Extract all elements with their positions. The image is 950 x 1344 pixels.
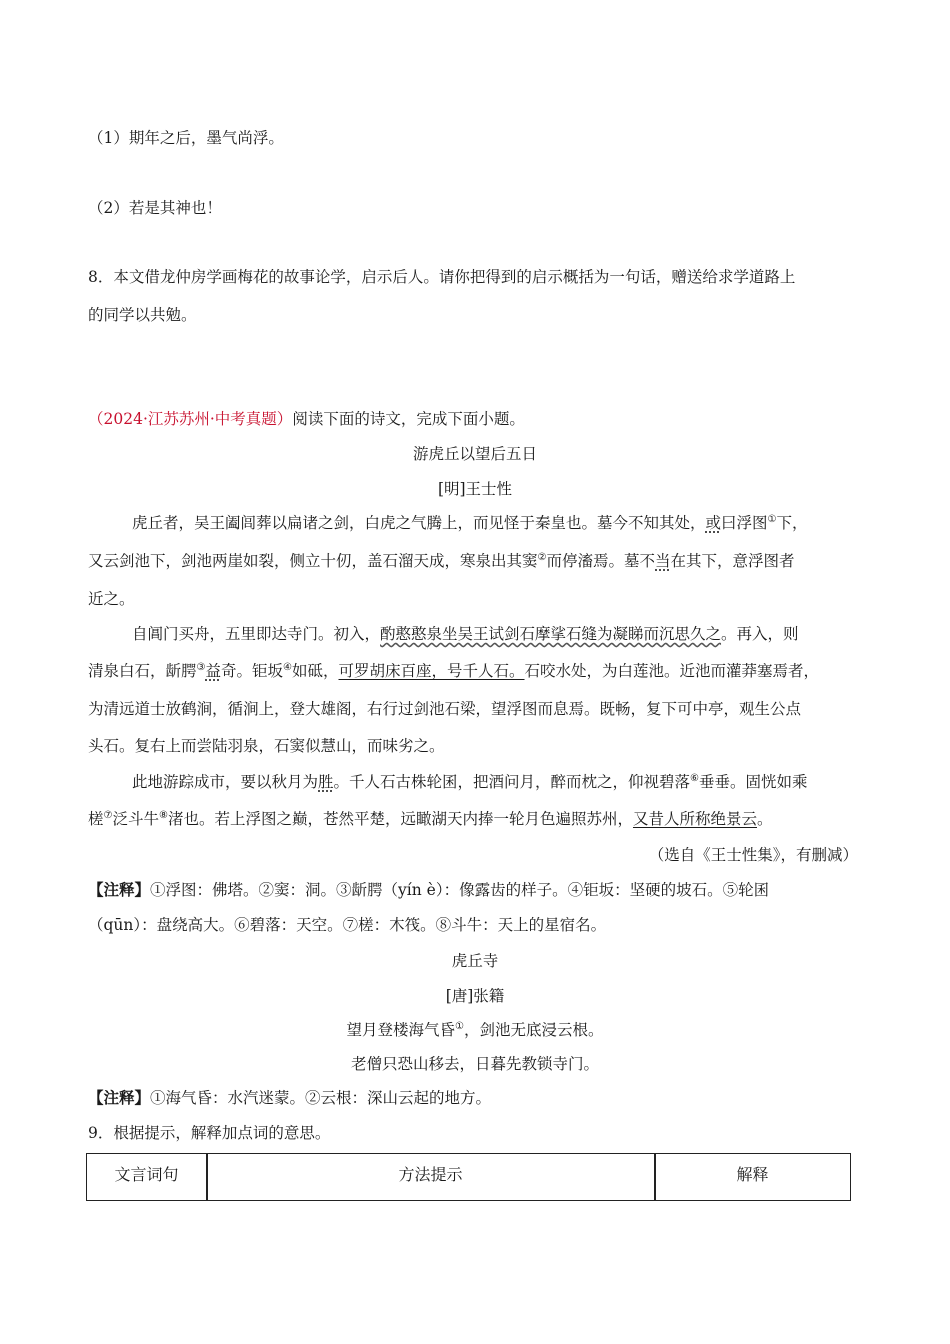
q9-prompt: 9．根据提示，解释加点词的意思。	[88, 1124, 331, 1142]
q8-line-1: 8．本文借龙仲房学画梅花的故事论学，启示后人。请你把得到的启示概括为一句话，赠送给求学道路上	[88, 268, 796, 286]
text1-line-7: 头石。复右上而尝陆羽泉，石窦似慧山，而味劣之。	[88, 737, 445, 755]
poem1-author: [明]王士性	[437, 480, 513, 498]
poem2-title: 虎丘寺	[451, 952, 499, 970]
q8-line-2: 的同学以共勉。	[88, 306, 197, 324]
dotted-word-yi: 益	[205, 662, 221, 680]
poem2-author: [唐]张籍	[445, 987, 505, 1005]
table-header-explanation: 解释	[736, 1165, 769, 1184]
dotted-word-dang: 当	[655, 552, 671, 570]
text1-line-4: 自阊门买舟，五里即达寺门。初入，酌憨憨泉坐吴王试剑石摩挲石缝为凝睇而沉思久之。再入，则	[132, 625, 799, 643]
table-header-method: 方法提示	[398, 1165, 463, 1184]
text1-line-2: 又云剑池下，剑池两崖如裂，侧立十仞，盖石溜天成，寒泉出其窦②而停滀焉。墓不当在其下，意浮图者	[88, 551, 795, 570]
question-source: （2024·江苏苏州·中考真题）	[88, 410, 293, 428]
text1-line-8: 此地游踪成市，要以秋月为胜。千人石古株轮囷，把酒问月，醉而枕之，仰视碧落⑥垂垂。固恍如乘	[132, 772, 808, 791]
poem1-title: 游虎丘以望后五日	[412, 445, 537, 463]
poem2-line-2: 老僧只恐山移去，日暮先教锁寺门。	[350, 1055, 599, 1073]
text1-notes-2: （qūn）：盘绕高大。⑥碧落：天空。⑦槎：木筏。⑧斗牛：天上的星宿名。	[88, 916, 607, 934]
text1-line-3: 近之。	[88, 590, 135, 608]
text1-line-5: 清泉白石，龂腭③益奇。钜坂④如砥，可罗胡床百座，号千人石。石咬水处，为白莲池。近池而灌莽塞焉者，	[88, 661, 820, 680]
poem2-line-1: 望月登楼海气昏①，剑池无底浸云根。	[346, 1020, 604, 1039]
intro-text: 阅读下面的诗文，完成下面小题。	[292, 410, 525, 428]
text1-notes-1: 【注释】①浮图：佛塔。②窦：洞。③龂腭（yín è）：像露齿的样子。④钜坂：坚硬的坡石。⑤轮囷	[88, 880, 770, 899]
table-header-phrase: 文言词句	[114, 1165, 179, 1184]
underlined-sentence-2: 又昔人所称绝景云	[632, 810, 757, 828]
q7-item-2: （2）若是其神也！	[88, 199, 222, 217]
q7-item-1: （1）期年之后，墨气尚浮。	[88, 129, 284, 147]
text1-line-1: 虎丘者，吴王阖闾葬以扁诸之剑，白虎之气腾上，而见怪于秦皇也。墓今不知其处，或曰浮图①下，	[132, 513, 808, 532]
reading-intro	[88, 409, 525, 429]
wavy-underlined-sentence: 酌憨憨泉坐吴王试剑石摩挲石缝为凝睇而沉思久之	[380, 625, 722, 643]
text1-line-6: 为清远道士放鹤涧，循涧上，登大雄阁，右行过剑池石梁，望浮图而息焉。既畅，复下可中亭，观生公点	[88, 700, 802, 718]
dotted-word-huo: 或	[705, 514, 722, 532]
text1-line-9: 槎⑦泛斗牛⑧渚也。若上浮图之巅，苍然平楚，远瞰湖天内捧一轮月色遍照苏州，又昔人所称绝景云。	[88, 809, 773, 828]
text2-notes: 【注释】①海气昏：水汽迷蒙。②云根：深山云起的地方。	[88, 1088, 492, 1107]
dotted-word-sheng: 胜	[318, 773, 334, 791]
text1-source: （选自《王士性集》，有删减）	[648, 846, 858, 864]
underlined-sentence-1: 可罗胡床百座，号千人石。	[338, 662, 525, 680]
